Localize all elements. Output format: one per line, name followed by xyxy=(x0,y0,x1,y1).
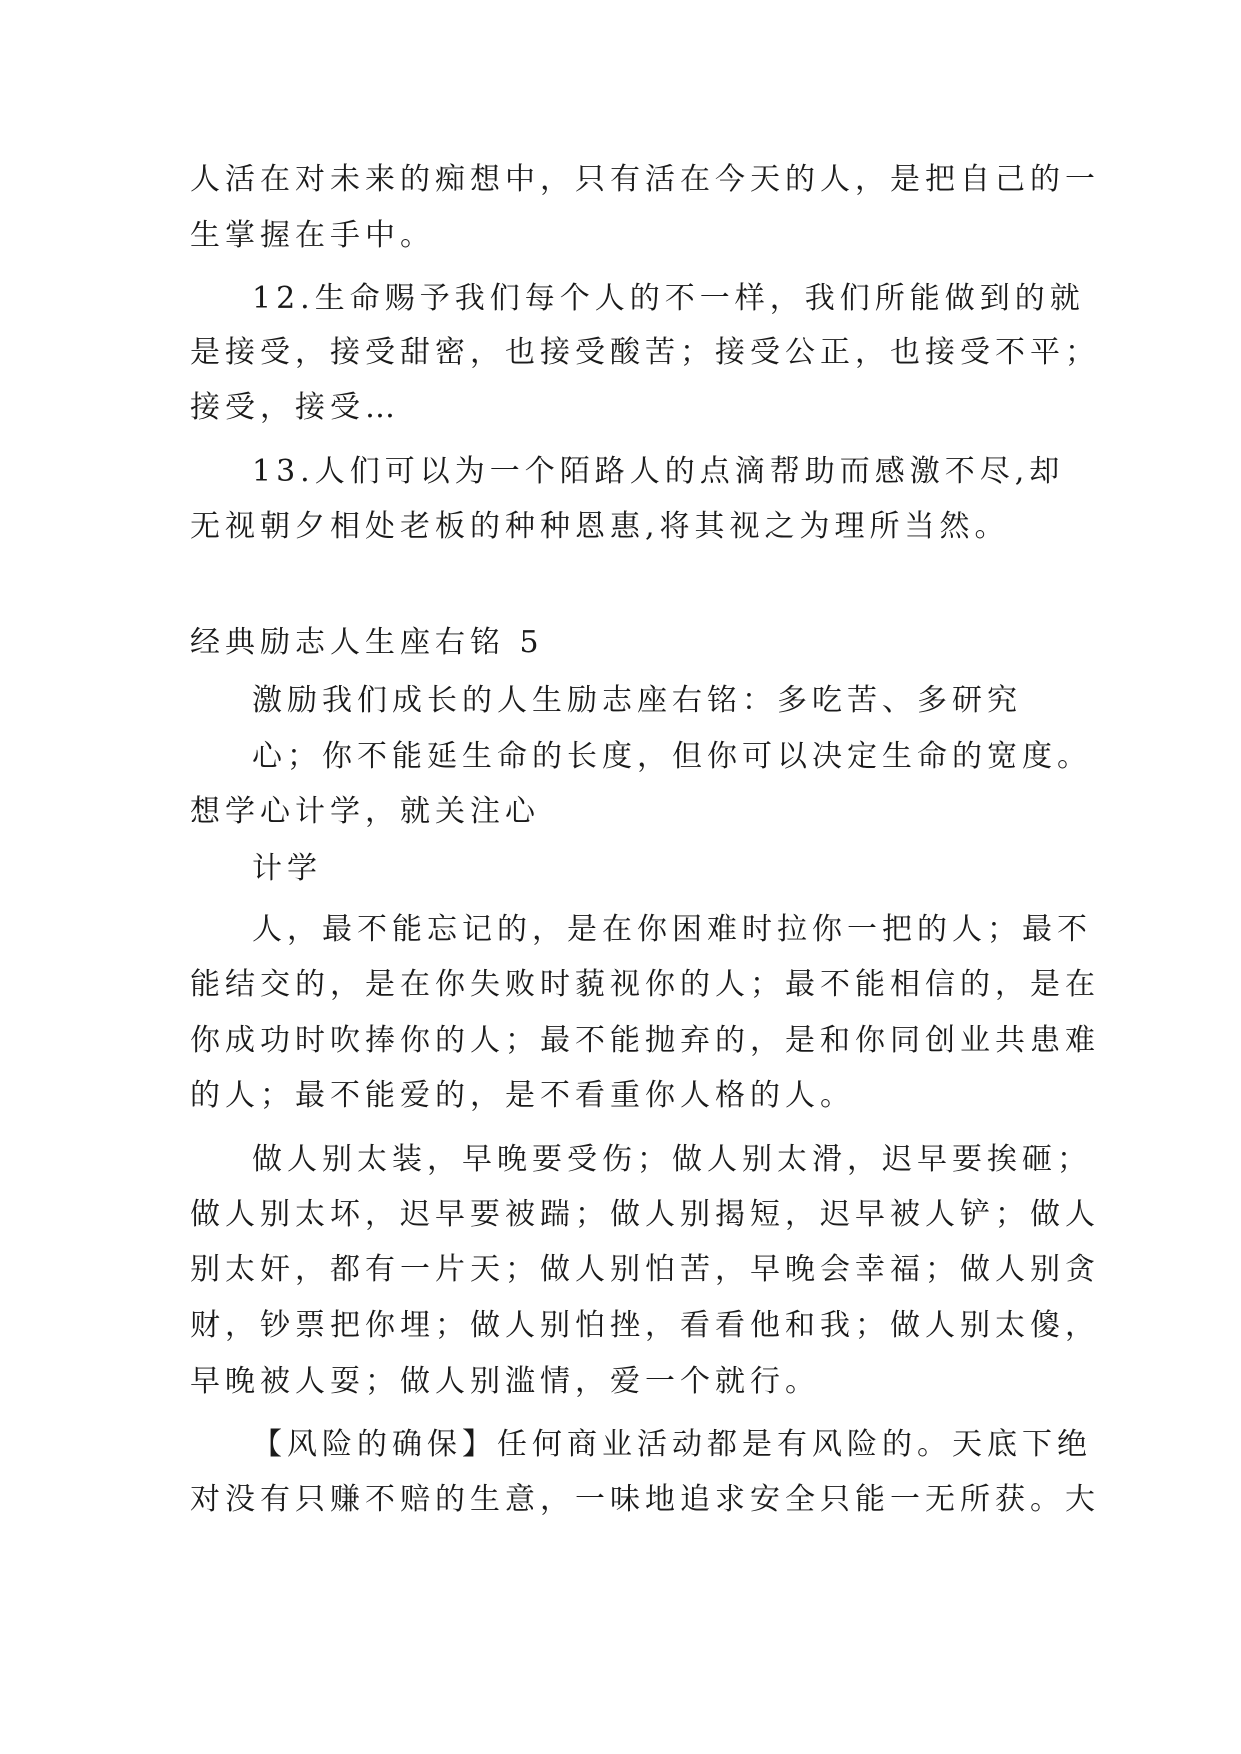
paragraph-line: 对没有只赚不赔的生意，一味地追求安全只能一无所获。大 xyxy=(190,1482,1100,1517)
paragraph-line: 想学心计学，就关注心 xyxy=(190,794,540,829)
paragraph-line: 你成功时吹捧你的人；最不能抛弃的，是和你同创业共患难 xyxy=(190,1023,1100,1058)
paragraph-line: 生掌握在手中。 xyxy=(190,218,435,253)
paragraph-line: 心；你不能延生命的长度，但你可以决定生命的宽度。 xyxy=(252,739,1092,774)
paragraph-line: 做人别太坏，迟早要被踹；做人别揭短，迟早被人铲；做人 xyxy=(190,1197,1100,1232)
paragraph-line: 计学 xyxy=(252,851,322,886)
paragraph-line: 人活在对未来的痴想中，只有活在今天的人，是把自己的一 xyxy=(190,162,1100,197)
paragraph-line: 无视朝夕相处老板的种种恩惠,将其视之为理所当然。 xyxy=(190,509,1010,544)
paragraph-line: 别太奸，都有一片天；做人别怕苦，早晚会幸福；做人别贪 xyxy=(190,1252,1100,1287)
paragraph-line: 做人别太装，早晚要受伤；做人别太滑，迟早要挨砸； xyxy=(252,1142,1092,1177)
paragraph-line: 【风险的确保】任何商业活动都是有风险的。天底下绝 xyxy=(252,1427,1092,1462)
paragraph-line: 激励我们成长的人生励志座右铭：多吃苦、多研究 xyxy=(252,683,1022,718)
paragraph-line: 是接受，接受甜密，也接受酸苦；接受公正，也接受不平； xyxy=(190,335,1100,370)
section-heading: 经典励志人生座右铭 5 xyxy=(190,625,544,660)
paragraph-line: 人，最不能忘记的，是在你困难时拉你一把的人；最不 xyxy=(252,912,1092,947)
paragraph-line: 财，钞票把你埋；做人别怕挫，看看他和我；做人别太傻， xyxy=(190,1308,1100,1343)
paragraph-line: 13.人们可以为一个陌路人的点滴帮助而感激不尽,却 xyxy=(252,454,1065,489)
paragraph-line: 接受，接受… xyxy=(190,390,400,425)
paragraph-line: 12.生命赐予我们每个人的不一样，我们所能做到的就 xyxy=(252,281,1085,316)
paragraph-line: 早晚被人耍；做人别滥情，爱一个就行。 xyxy=(190,1364,820,1399)
paragraph-line: 能结交的，是在你失败时藐视你的人；最不能相信的，是在 xyxy=(190,967,1100,1002)
paragraph-line: 的人；最不能爱的，是不看重你人格的人。 xyxy=(190,1078,855,1113)
